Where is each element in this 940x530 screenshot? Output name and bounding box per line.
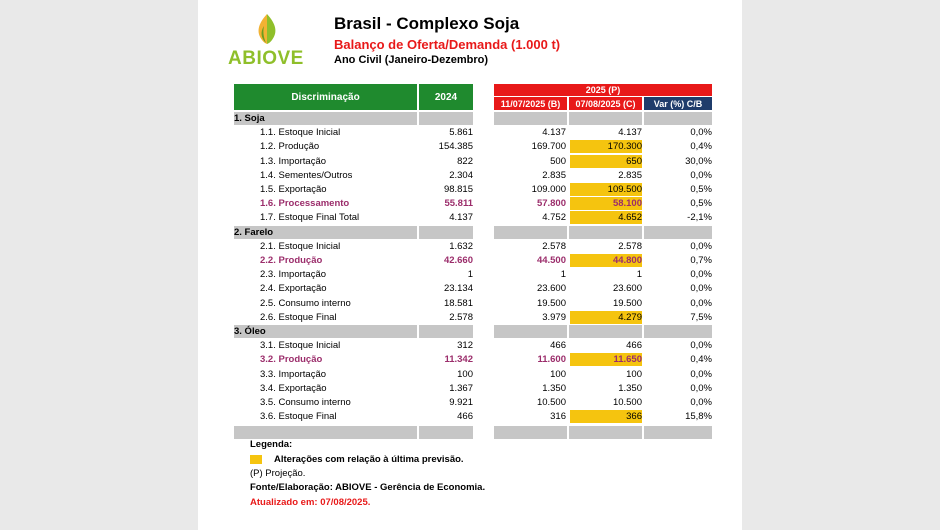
cell-c: 2.835 bbox=[618, 169, 642, 181]
section-header-band bbox=[644, 112, 712, 125]
table-footer-band bbox=[644, 426, 712, 439]
row-label: 3.6. Estoque Final bbox=[260, 411, 337, 423]
row-label: 3.2. Produção bbox=[260, 354, 323, 366]
section-header-band bbox=[569, 325, 642, 338]
cell-b: 100 bbox=[550, 368, 566, 380]
cell-b: 2.578 bbox=[542, 240, 566, 252]
section-title: 3. Óleo bbox=[234, 326, 266, 337]
cell-2024: 100 bbox=[457, 368, 473, 380]
section-header-band bbox=[569, 112, 642, 125]
section-header-band bbox=[494, 325, 567, 338]
cell-c: 1 bbox=[636, 269, 642, 281]
cell-b: 1 bbox=[560, 269, 566, 281]
document-page bbox=[198, 0, 742, 530]
cell-2024: 9.921 bbox=[449, 397, 473, 408]
cell-2024: 312 bbox=[457, 340, 473, 352]
cell-b: 500 bbox=[550, 155, 566, 167]
table-footer-band bbox=[569, 426, 642, 439]
row-label: 3.1. Estoque Inicial bbox=[260, 340, 341, 352]
period-label: Ano Civil (Janeiro-Dezembro) bbox=[334, 54, 489, 66]
legend-source: Fonte/Elaboração: ABIOVE - Gerência de Economia. bbox=[250, 482, 486, 493]
cell-c: 23.600 bbox=[612, 283, 642, 295]
cell-c: 100 bbox=[626, 368, 642, 380]
cell-b: 169.700 bbox=[531, 141, 566, 153]
cell-var: 0,0% bbox=[690, 397, 712, 408]
cell-2024: 2.578 bbox=[449, 311, 473, 323]
cell-c: 11.650 bbox=[570, 353, 642, 366]
cell-2024: 5.861 bbox=[449, 127, 473, 139]
cell-var: 0,0% bbox=[690, 382, 712, 394]
row-label: 2.4. Exportação bbox=[260, 283, 327, 295]
cell-c: 19.500 bbox=[612, 297, 642, 309]
cell-var: 0,4% bbox=[690, 141, 712, 153]
row-label: 1.5. Exportação bbox=[260, 184, 327, 195]
row-label: 2.5. Consumo interno bbox=[260, 297, 351, 309]
cell-2024: 1.632 bbox=[449, 240, 473, 252]
legend-updated: Atualizado em: 07/08/2025. bbox=[250, 497, 371, 508]
logo-text: ABIOVE bbox=[228, 48, 304, 69]
cell-c: 58.100 bbox=[570, 197, 642, 210]
cell-2024: 2.304 bbox=[449, 169, 473, 181]
cell-b: 316 bbox=[550, 411, 566, 423]
cell-var: 0,0% bbox=[690, 240, 712, 252]
cell-var: 0,0% bbox=[690, 368, 712, 380]
cell-var: 0,0% bbox=[690, 269, 712, 281]
cell-var: 7,5% bbox=[690, 311, 712, 323]
row-label: 2.3. Importação bbox=[260, 269, 327, 281]
row-label: 2.6. Estoque Final bbox=[260, 311, 337, 323]
cell-b: 23.600 bbox=[536, 283, 566, 295]
cell-2024: 822 bbox=[457, 155, 473, 167]
page-title: Brasil - Complexo Soja bbox=[334, 14, 520, 33]
cell-b: 57.800 bbox=[536, 198, 566, 210]
cell-c: 2.578 bbox=[618, 240, 642, 252]
abiove-logo bbox=[228, 12, 308, 72]
row-label: 3.4. Exportação bbox=[260, 382, 327, 394]
cell-2024: 18.581 bbox=[443, 297, 473, 309]
cell-c: 4.279 bbox=[570, 311, 642, 324]
header-col-var: Var (%) C/B bbox=[644, 97, 712, 110]
section-header-band bbox=[644, 226, 712, 239]
cell-2024: 466 bbox=[457, 411, 473, 423]
cell-c: 4.137 bbox=[618, 127, 642, 139]
cell-var: 15,8% bbox=[685, 411, 712, 423]
cell-b: 19.500 bbox=[536, 297, 566, 309]
cell-b: 10.500 bbox=[536, 397, 566, 408]
section-title: 2. Farelo bbox=[234, 226, 274, 238]
cell-var: 0,0% bbox=[690, 283, 712, 295]
cell-c: 170.300 bbox=[570, 140, 642, 153]
cell-c: 4.652 bbox=[570, 211, 642, 224]
cell-var: -2,1% bbox=[687, 212, 712, 224]
cell-2024: 4.137 bbox=[449, 212, 473, 224]
cell-c: 650 bbox=[570, 155, 642, 168]
cell-var: 0,5% bbox=[690, 198, 712, 210]
cell-b: 1.350 bbox=[542, 382, 566, 394]
section-header-band bbox=[419, 112, 473, 125]
cell-b: 44.500 bbox=[536, 255, 566, 266]
section-header-band bbox=[569, 226, 642, 239]
cell-2024: 23.134 bbox=[443, 283, 473, 295]
header-discriminacao: Discriminação bbox=[234, 84, 417, 110]
cell-c: 109.500 bbox=[570, 183, 642, 196]
legend-highlight-text: Alterações com relação à última previsão. bbox=[274, 454, 464, 465]
legend-title: Legenda: bbox=[250, 439, 293, 450]
cell-var: 0,0% bbox=[690, 127, 712, 139]
row-label: 1.7. Estoque Final Total bbox=[260, 212, 360, 224]
row-label: 1.4. Sementes/Outros bbox=[260, 169, 353, 181]
cell-c: 466 bbox=[626, 340, 642, 352]
section-header-band bbox=[494, 112, 567, 125]
table-footer-band bbox=[494, 426, 567, 439]
row-label: 1.6. Processamento bbox=[260, 198, 350, 210]
cell-b: 466 bbox=[550, 340, 566, 352]
section-header-band bbox=[419, 226, 473, 239]
header-col-c: 07/08/2025 (C) bbox=[569, 97, 642, 110]
row-label: 1.2. Produção bbox=[260, 141, 320, 153]
cell-c: 44.800 bbox=[570, 254, 642, 267]
cell-2024: 55.811 bbox=[444, 198, 473, 210]
cell-b: 109.000 bbox=[531, 184, 566, 195]
section-header-band bbox=[419, 325, 473, 338]
cell-var: 0,0% bbox=[690, 169, 712, 181]
cell-var: 30,0% bbox=[685, 155, 712, 167]
page-subtitle: Balanço de Oferta/Demanda (1.000 t) bbox=[334, 37, 561, 52]
cell-c: 366 bbox=[570, 410, 642, 423]
cell-var: 0,0% bbox=[690, 297, 712, 309]
row-label: 1.1. Estoque Inicial bbox=[260, 127, 341, 139]
cell-b: 4.137 bbox=[542, 127, 566, 139]
row-label: 1.3. Importação bbox=[260, 155, 327, 167]
header-2024: 2024 bbox=[419, 84, 473, 110]
header-col-b: 11/07/2025 (B) bbox=[494, 97, 567, 110]
cell-2024: 98.815 bbox=[443, 184, 473, 195]
section-header-band bbox=[494, 226, 567, 239]
cell-2024: 42.660 bbox=[443, 255, 473, 266]
legend-swatch bbox=[250, 455, 262, 464]
table-footer-band bbox=[234, 426, 417, 439]
cell-var: 0,7% bbox=[690, 255, 712, 266]
table-footer-band bbox=[419, 426, 473, 439]
section-header-band bbox=[644, 325, 712, 338]
row-label: 2.1. Estoque Inicial bbox=[260, 240, 341, 252]
cell-2024: 1 bbox=[467, 269, 473, 281]
cell-c: 10.500 bbox=[612, 397, 642, 408]
section-title: 1. Soja bbox=[234, 113, 265, 124]
cell-b: 11.600 bbox=[537, 354, 566, 366]
cell-b: 4.752 bbox=[542, 212, 566, 224]
cell-b: 3.979 bbox=[542, 311, 566, 323]
header-2025: 2025 (P) bbox=[494, 84, 712, 96]
legend-projection: (P) Projeção. bbox=[250, 468, 306, 479]
row-label: 3.3. Importação bbox=[260, 368, 327, 380]
leaf-icon bbox=[250, 12, 284, 46]
cell-var: 0,4% bbox=[690, 354, 712, 366]
row-label: 3.5. Consumo interno bbox=[260, 397, 351, 408]
cell-var: 0,0% bbox=[690, 340, 712, 352]
cell-c: 1.350 bbox=[618, 382, 642, 394]
row-label: 2.2. Produção bbox=[260, 255, 323, 266]
cell-2024: 154.385 bbox=[438, 141, 473, 153]
cell-b: 2.835 bbox=[542, 169, 566, 181]
cell-var: 0,5% bbox=[690, 184, 712, 195]
cell-2024: 1.367 bbox=[449, 382, 473, 394]
cell-2024: 11.342 bbox=[444, 354, 473, 366]
